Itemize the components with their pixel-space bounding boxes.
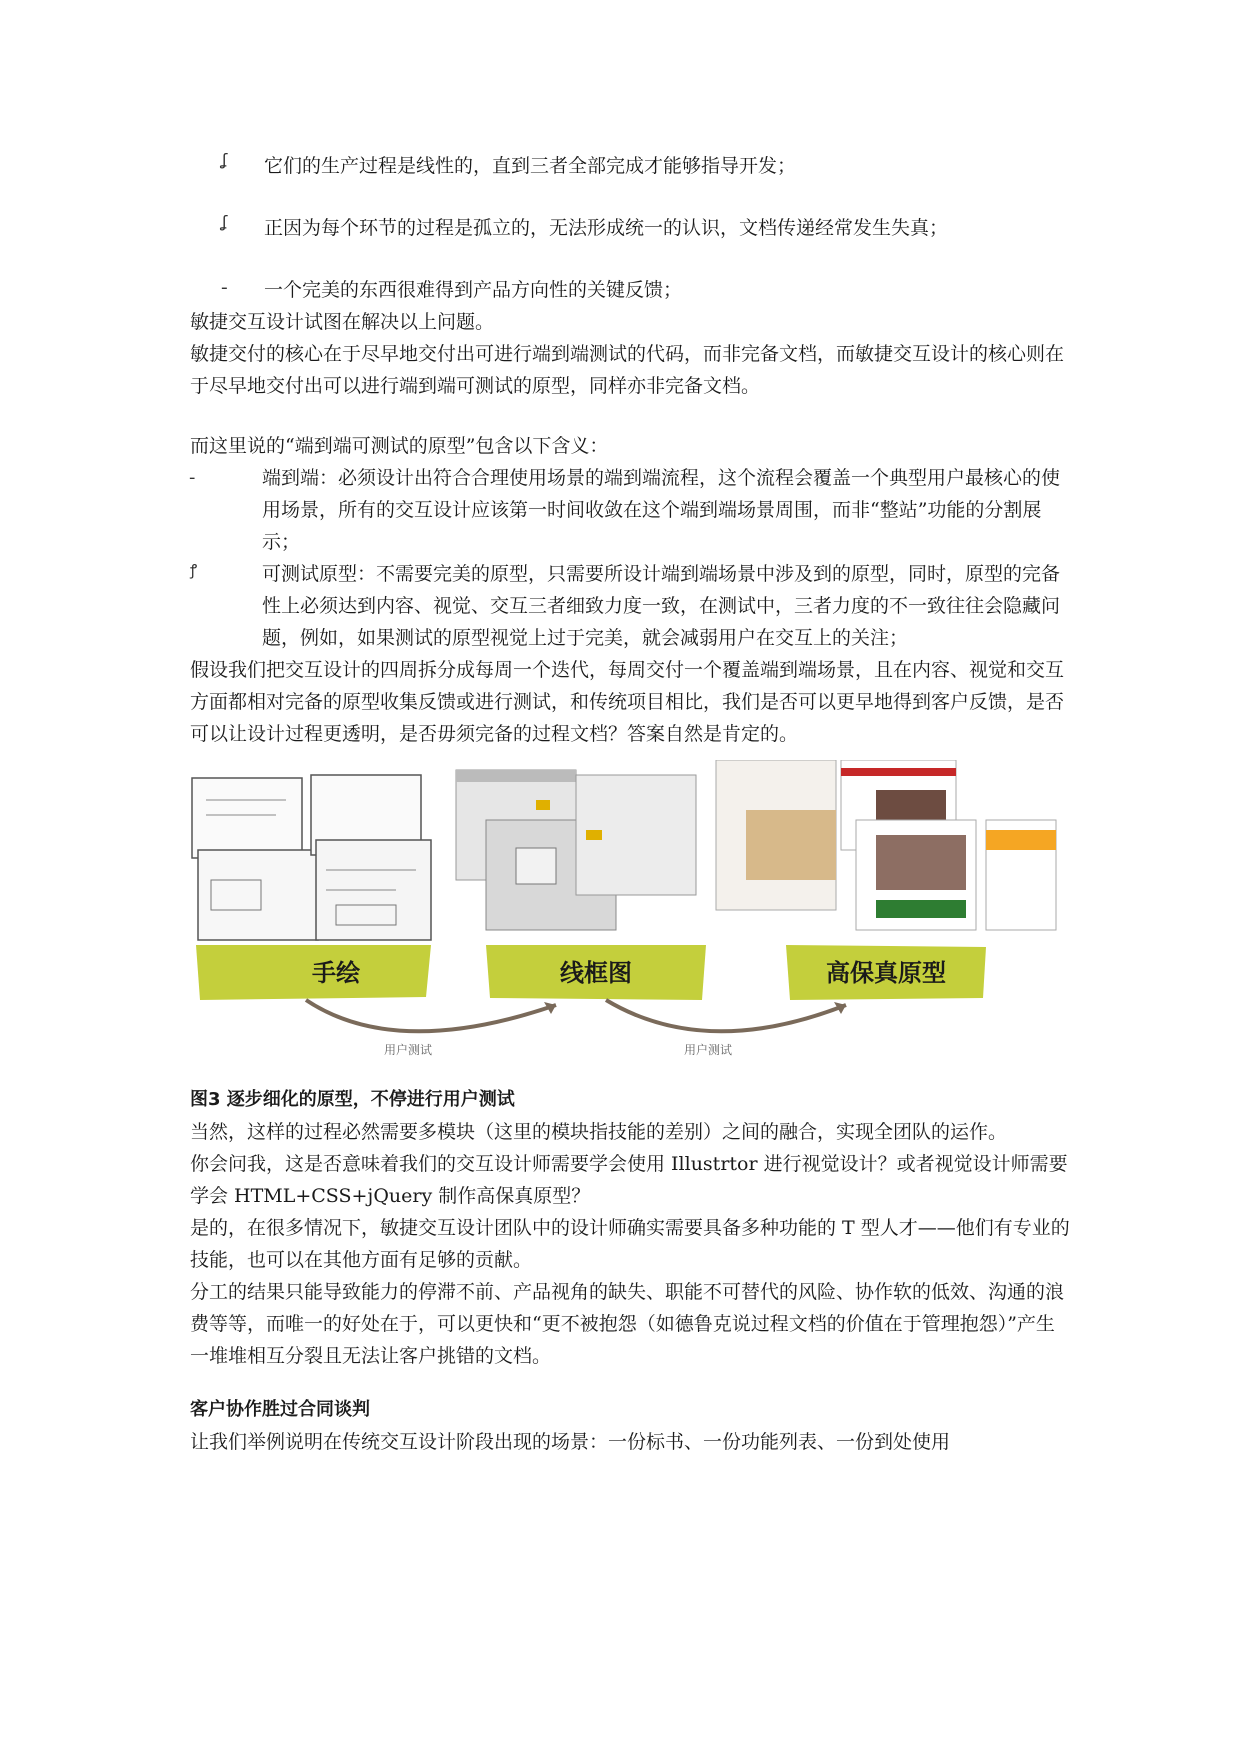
paragraph: 而这里说的“端到端可测试的原型”包含以下含义： bbox=[190, 435, 609, 457]
sub-bullet-text: 可测试原型：不需要完美的原型，只需要所设计端到端场景中涉及到的原型，同时，原型的完备性上必须达到内容、视觉、交互三者细致力度一致，在测试中，三者力度的不一致往往会隐藏问题，例如，如果测试的原型视觉上过于完美，就会减弱用户在交互上的关注； bbox=[262, 563, 1061, 649]
stage-label-hifi: 高保真原型 bbox=[826, 959, 946, 987]
sketch-thumbnails bbox=[192, 775, 431, 940]
wireframe-thumbnails bbox=[456, 770, 696, 930]
stage-label-wireframe: 线框图 bbox=[560, 959, 632, 987]
arrow-label: 用户测试 bbox=[383, 1043, 433, 1057]
bullet-glyph-icon: ʆ bbox=[222, 150, 228, 169]
bullet-item bbox=[190, 150, 1070, 182]
paragraph: 敏捷交付的核心在于尽早地交付出可进行端到端测试的代码，而非完备文档，而敏捷交互设计的核心则在于尽早地交付出可以进行端到端可测试的原型，同样亦非完备文档。 bbox=[190, 343, 1065, 397]
paragraph: 你会问我，这是否意味着我们的交互设计师需要学会使用 Illustrtor 进行视觉设计？或者视觉设计师需要学会 HTML+CSS+jQuery 制作高保真原型？ bbox=[190, 1153, 1068, 1207]
document-body bbox=[190, 150, 1070, 1458]
sub-bullet-text: 端到端：必须设计出符合合理使用场景的端到端流程，这个流程会覆盖一个典型用户最核心的使用场景，所有的交互设计应该第一时间收敛在这个端到端场景周围，而非“整站”功能的分割展示； bbox=[262, 467, 1061, 553]
bullet-item bbox=[190, 212, 1070, 244]
paragraph: 分工的结果只能导致能力的停滞不前、产品视角的缺失、职能不可替代的风险、协作软的低效、沟通的浪费等等，而唯一的好处在于，可以更快和“更不被抱怨（如德鲁克说过程文档的价值在于管理抱怨）”产生一堆堆相互分裂且无法让客户挑错的文档。 bbox=[190, 1281, 1065, 1367]
bullet-text: 一个完美的东西很难得到产品方向性的关键反馈； bbox=[264, 279, 683, 301]
bullet-text: 正因为每个环节的过程是孤立的，无法形成统一的认识，文档传递经常发生失真； bbox=[264, 217, 949, 239]
bullet-item bbox=[190, 274, 1070, 306]
figure-caption: 图3 逐步细化的原型，不停进行用户测试 bbox=[190, 1089, 515, 1110]
sub-bullet-item bbox=[190, 558, 1070, 654]
arrow-curve bbox=[606, 1000, 846, 1031]
prototype-illustration bbox=[186, 760, 1086, 1070]
bullet-glyph-icon: ـ bbox=[222, 274, 227, 293]
paragraph: 让我们举例说明在传统交互设计阶段出现的场景：一份标书、一份功能列表、一份到处使用 bbox=[190, 1431, 951, 1453]
stage-label-sketch: 手绘 bbox=[312, 959, 360, 987]
bullet-text: 它们的生产过程是线性的，直到三者全部完成才能够指导开发； bbox=[264, 155, 797, 177]
bullet-glyph-icon: ʆ bbox=[222, 212, 228, 231]
paragraph: 当然，这样的过程必然需要多模块（这里的模块指技能的差别）之间的融合，实现全团队的运作。 bbox=[190, 1121, 1008, 1143]
bullet-glyph-icon: ꝭ bbox=[190, 561, 198, 579]
arrow-label: 用户测试 bbox=[683, 1043, 733, 1057]
hifi-thumbnails bbox=[716, 760, 1056, 930]
section-heading: 客户协作胜过合同谈判 bbox=[190, 1399, 370, 1420]
paragraph: 是的，在很多情况下，敏捷交互设计团队中的设计师确实需要具备多种功能的 T 型人才——他们有专业的技能，也可以在其他方面有足够的贡献。 bbox=[190, 1217, 1070, 1271]
paragraph: 敏捷交互设计试图在解决以上问题。 bbox=[190, 311, 495, 333]
arrow-curve bbox=[306, 1000, 556, 1031]
prototype-figure bbox=[186, 760, 1086, 1070]
sub-bullet-item bbox=[190, 462, 1070, 558]
paragraph: 假设我们把交互设计的四周拆分成每周一个迭代，每周交付一个覆盖端到端场景，且在内容、视觉和交互方面都相对完备的原型收集反馈或进行测试，和传统项目相比，我们是否可以更早地得到客户反馈，是否可以让设计过程更透明，是否毋须完备的过程文档？答案自然是肯定的。 bbox=[190, 659, 1065, 745]
bullet-glyph-icon: ـ bbox=[190, 465, 195, 483]
